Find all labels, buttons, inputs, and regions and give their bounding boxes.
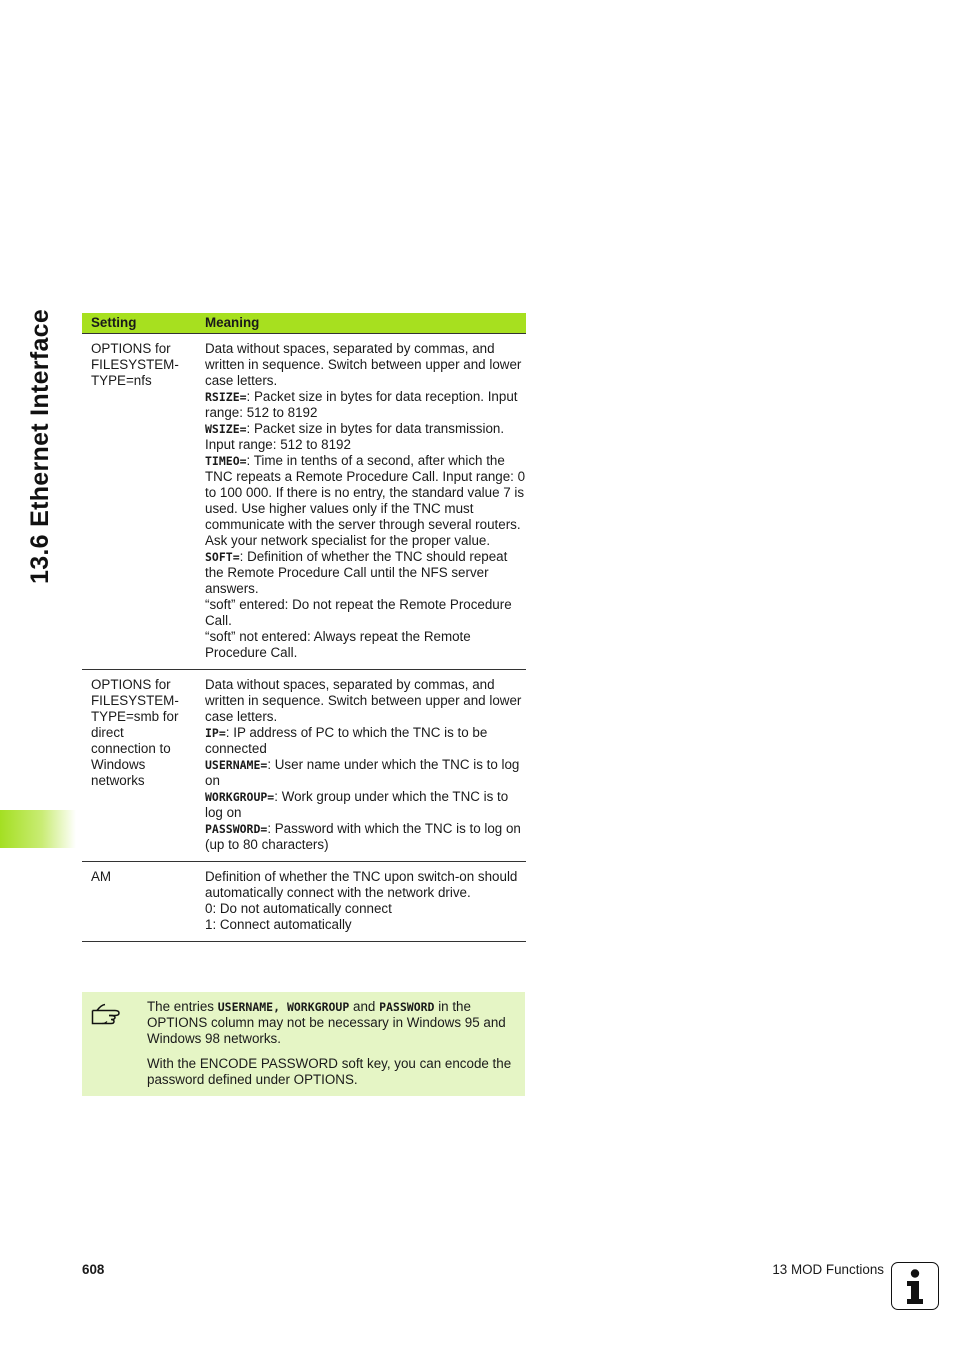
- info-icon: [891, 1262, 939, 1310]
- pointing-hand-icon: [91, 1001, 127, 1027]
- header-meaning: Meaning: [194, 313, 526, 334]
- setting-cell: OPTIONS for FILESYSTEM- TYPE=smb for direct connection to Windows networks: [82, 670, 194, 862]
- meaning-intro: Definition of whether the TNC upon switch-on should automatically connect with the network drive.: [205, 869, 518, 900]
- table-row: [82, 334, 526, 670]
- option-0: 0: Do not automatically connect: [205, 901, 392, 916]
- meaning-cell: [194, 670, 526, 862]
- page-number: 608: [82, 1262, 105, 1277]
- param-wsize: WSIZE=: Packet size in bytes for data transmission. Input range: 512 to 8192: [205, 421, 505, 452]
- soft-entered: “soft” entered: Do not repeat the Remote Procedure Call.: [205, 597, 512, 628]
- param-password: PASSWORD=: Password with which the TNC is to log on (up to 80 characters): [205, 821, 521, 852]
- soft-not-entered: “soft” not entered: Always repeat the Remote Procedure Call.: [205, 629, 471, 660]
- table-row: [82, 862, 526, 942]
- settings-table: [82, 313, 526, 942]
- meaning-intro: Data without spaces, separated by commas, and written in sequence. Switch between upper and lower case letters.: [205, 677, 522, 724]
- setting-cell: OPTIONS for FILESYSTEM- TYPE=nfs: [82, 334, 194, 670]
- meaning-cell: [194, 334, 526, 670]
- note-paragraph: The entries USERNAME, WORKGROUP and PASSWORD in the OPTIONS column may not be necessary in Windows 95 and Windows 98 networks.: [147, 999, 506, 1046]
- param-username: USERNAME=: User name under which the TNC is to log on: [205, 757, 520, 788]
- meaning-intro: Data without spaces, separated by commas, and written in sequence. Switch between upper and lower case letters.: [205, 341, 522, 388]
- note-text: [147, 999, 519, 1097]
- chapter-label: 13 MOD Functions: [772, 1262, 884, 1277]
- table-header-row: [82, 313, 526, 334]
- note-paragraph: With the ENCODE PASSWORD soft key, you can encode the password defined under OPTIONS.: [147, 1056, 512, 1087]
- chapter-tab-marker: [0, 810, 76, 848]
- setting-cell: AM: [82, 862, 194, 942]
- section-title: 13.6 Ethernet Interface: [26, 308, 54, 584]
- param-rsize: RSIZE=: Packet size in bytes for data reception. Input range: 512 to 8192: [205, 389, 518, 420]
- header-setting: Setting: [82, 313, 194, 334]
- param-workgroup: WORKGROUP=: Work group under which the TNC is to log on: [205, 789, 509, 820]
- param-ip: IP=: IP address of PC to which the TNC is to be connected: [205, 725, 488, 756]
- table-row: [82, 670, 526, 862]
- meaning-cell: [194, 862, 526, 942]
- param-soft: SOFT=: Definition of whether the TNC should repeat the Remote Procedure Call until the NFS server answers.: [205, 549, 508, 596]
- option-1: 1: Connect automatically: [205, 917, 352, 932]
- note-box: [82, 992, 525, 1096]
- param-timeo: TIMEO=: Time in tenths of a second, after which the TNC repeats a Remote Procedure Call. Input range: 0 to 100 000. If there is no entry, the standard value 7 is used. Use higher values only if the TNC must communicate with the server through several routers. Ask your network specialist for the proper value.: [205, 453, 526, 548]
